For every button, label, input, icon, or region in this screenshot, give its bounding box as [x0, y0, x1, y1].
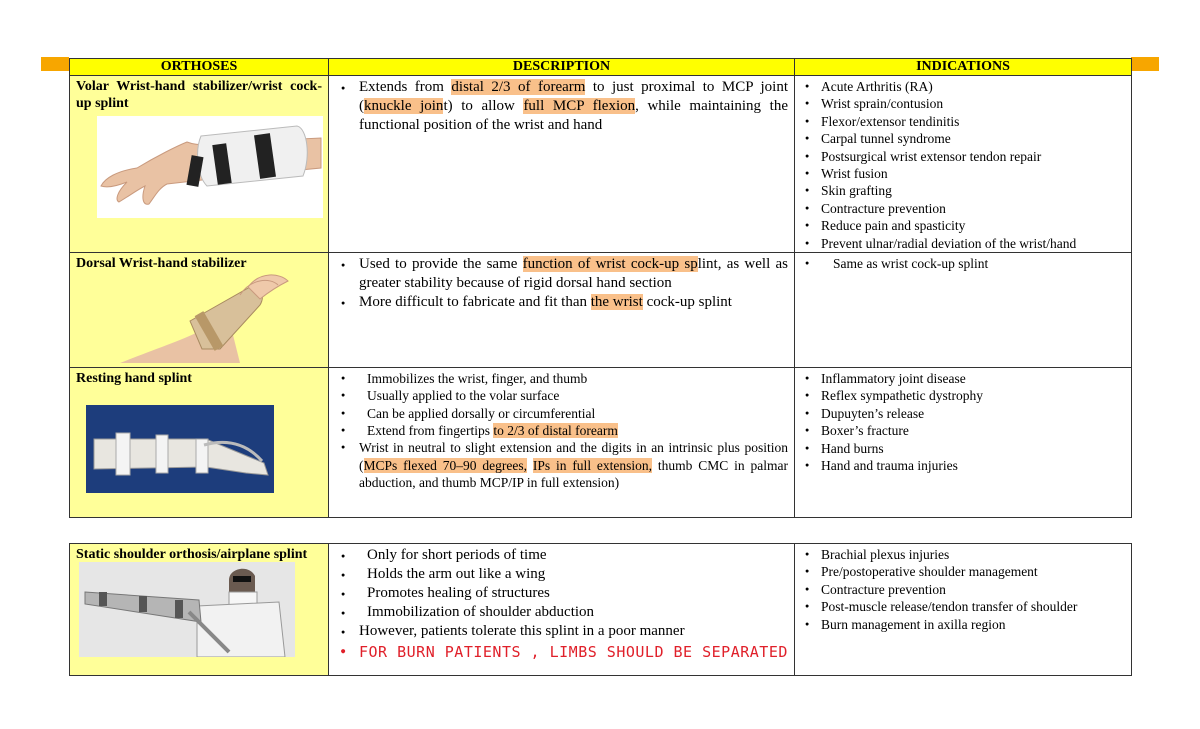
indication-item: ● Inflammatory joint disease	[795, 370, 1127, 387]
orthosis-name: Dorsal Wrist-hand stabilizer	[76, 256, 247, 272]
description-item	[329, 565, 788, 584]
text-run: Promotes healing of structures	[367, 585, 550, 601]
description-item	[329, 405, 788, 422]
indication-item: ● Hand and trauma injuries	[795, 457, 1127, 474]
indication-item: ● Carpal tunnel syndrome	[795, 130, 1127, 147]
description-list	[329, 368, 794, 491]
text-run: Wrist in neutral to slight extension and the digits in an intrinsic plus position (	[359, 440, 788, 473]
description-list	[329, 76, 794, 135]
text-run: thumb CMC in palmar abduction, and thumb MCP/IP in full extension)	[359, 457, 789, 490]
description-item	[329, 370, 788, 387]
orthosis-name-cell	[70, 368, 329, 518]
dorsal-wrist-stabilizer-photo	[120, 271, 300, 366]
description-item	[329, 78, 788, 135]
indication-item: ● Same as wrist cock-up splint	[795, 255, 1127, 272]
orthosis-name-cell	[70, 544, 329, 676]
table-row	[70, 76, 1132, 253]
header-description: DESCRIPTION	[329, 59, 795, 76]
text-run: Usually applied to the volar surface	[367, 388, 560, 404]
highlighted-text: full MCP flexion	[523, 98, 636, 114]
table-row	[70, 544, 1132, 676]
description-item	[329, 422, 788, 439]
indications-list	[795, 368, 1131, 474]
text-run: to just proximal to MCP joint (	[359, 79, 788, 114]
handwritten-note: ● FOR BURN PATIENTS , LIMBS SHOULD BE SEPARATED	[329, 643, 788, 662]
orthoses-table-continued	[69, 543, 1132, 676]
orthoses-table	[69, 58, 1132, 518]
text-run: Extends from	[359, 79, 452, 95]
description-cell	[329, 368, 795, 518]
text-run: More difficult to fabricate and fit than	[359, 294, 591, 311]
text-run: cock-up splint	[642, 294, 732, 311]
orthosis-name: Volar Wrist-hand stabilizer/wrist cock-up splint	[76, 79, 322, 111]
indication-item: ● Reduce pain and spasticity	[795, 217, 1127, 234]
highlighted-text: knuckle join	[364, 98, 444, 114]
description-cell	[329, 76, 795, 253]
indication-item: ● Pre/postoperative shoulder management	[795, 563, 1127, 580]
volar-wrist-splint-photo	[97, 116, 323, 218]
airplane-splint-photo	[79, 562, 295, 657]
indication-item: ● Dupuyten’s release	[795, 405, 1127, 422]
text-run: Immobilizes the wrist, finger, and thumb	[367, 371, 588, 387]
description-item	[329, 387, 788, 404]
indications-cell	[795, 544, 1132, 676]
indications-list	[795, 544, 1131, 633]
indication-item: ● Post-muscle release/tendon transfer of shoulder	[795, 598, 1127, 615]
table-row	[70, 368, 1132, 518]
indication-item: ● Acute Arthritis (RA)	[795, 78, 1127, 95]
indication-item: ● Wrist sprain/contusion	[795, 95, 1127, 112]
indication-item: ● Contracture prevention	[795, 581, 1127, 598]
text-run: However, patients tolerate this splint in a poor manner	[359, 623, 685, 639]
orthosis-name: Static shoulder orthosis/airplane splint	[76, 547, 308, 562]
description-item	[329, 293, 788, 312]
orthosis-name-cell	[70, 76, 329, 253]
description-item	[329, 622, 788, 641]
text-run: Can be applied dorsally or circumferential	[367, 405, 596, 421]
indication-item: ● Contracture prevention	[795, 200, 1127, 217]
table-header-row	[70, 59, 1132, 76]
indication-item: ● Burn management in axilla region	[795, 616, 1127, 633]
indication-item: ● Reflex sympathetic dystrophy	[795, 387, 1127, 404]
description-list	[329, 544, 794, 662]
text-run: Immobilization of shoulder abduction	[367, 604, 595, 620]
text-run: Used to provide the same	[359, 256, 523, 273]
text-run: lint, as well as greater stability because of rigid dorsal hand section	[359, 256, 788, 292]
table-row	[70, 253, 1132, 368]
description-item	[329, 546, 788, 565]
indications-list	[795, 76, 1131, 252]
header-band-left	[41, 57, 69, 71]
indication-item: ● Wrist fusion	[795, 165, 1127, 182]
description-item	[329, 584, 788, 603]
orthosis-name-cell	[70, 253, 329, 368]
text-run: Holds the arm out like a wing	[367, 566, 546, 582]
indication-item: ● Skin grafting	[795, 182, 1127, 199]
highlighted-text: distal 2/3 of forearm	[451, 79, 586, 95]
indication-item: ● Brachial plexus injuries	[795, 546, 1127, 563]
description-item	[329, 439, 788, 491]
description-cell	[329, 544, 795, 676]
orthosis-name: Resting hand splint	[76, 371, 192, 387]
description-cell	[329, 253, 795, 368]
indication-item: ● Prevent ulnar/radial deviation of the wrist/hand	[795, 235, 1127, 252]
highlighted-text: the wrist	[590, 294, 643, 311]
description-list	[329, 253, 794, 312]
resting-hand-splint-photo	[86, 405, 274, 493]
indications-list	[795, 253, 1131, 272]
highlighted-text: MCPs flexed 70–90 degrees,	[363, 457, 527, 473]
indications-cell	[795, 76, 1132, 253]
text-run: Only for short periods of time	[367, 547, 547, 563]
highlighted-text: function of wrist cock-up sp	[522, 256, 698, 273]
highlighted-text: IPs in full extension,	[532, 457, 653, 473]
indications-cell	[795, 253, 1132, 368]
text-run	[527, 458, 533, 473]
text-run: t) to allow	[443, 98, 524, 114]
indication-item: ● Boxer’s fracture	[795, 422, 1127, 439]
text-run: Extend from fingertips	[367, 422, 494, 438]
header-band-right	[1131, 57, 1159, 71]
header-indications: INDICATIONS	[795, 59, 1132, 76]
indications-cell	[795, 368, 1132, 518]
description-item	[329, 255, 788, 293]
indication-item: ● Postsurgical wrist extensor tendon repair	[795, 148, 1127, 165]
indication-item: ● Hand burns	[795, 440, 1127, 457]
description-item	[329, 603, 788, 622]
text-run: , while maintaining the functional position of the wrist and hand	[359, 98, 788, 133]
indication-item: ● Flexor/extensor tendinitis	[795, 113, 1127, 130]
header-orthoses: ORTHOSES	[70, 59, 329, 76]
highlighted-text: to 2/3 of distal forearm	[493, 422, 618, 438]
